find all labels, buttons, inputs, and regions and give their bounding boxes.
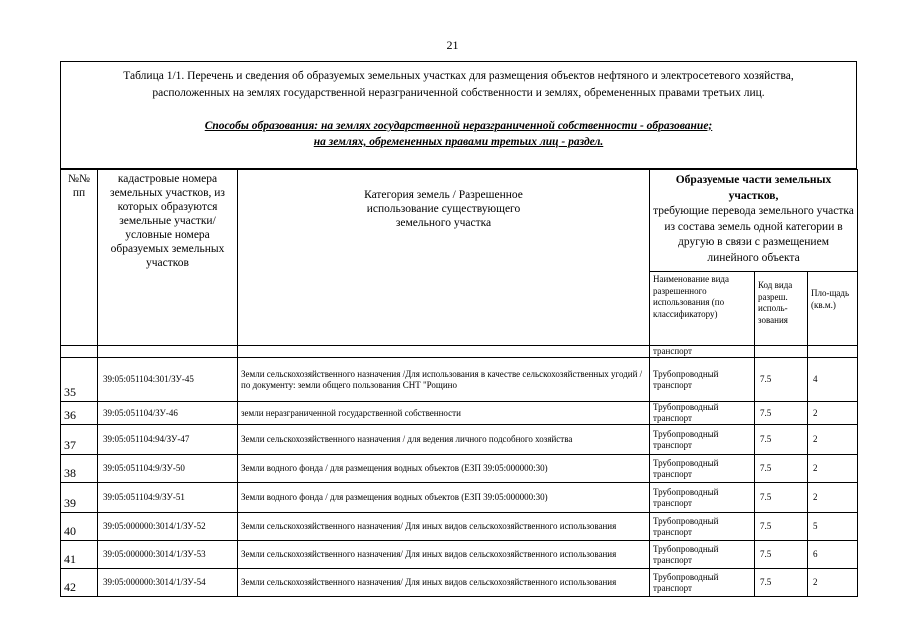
table-title-line-1: Таблица 1/1. Перечень и сведения об образуемых земельных участках для размещения объектов нефтяного и электросетевого хозяйства, [123, 70, 794, 82]
row-area: 2 [808, 455, 858, 483]
col-header-usage-code: Код вида разреш. исполь-зования [755, 272, 808, 346]
table-row [61, 402, 858, 425]
table-row [61, 483, 858, 513]
row-land-category: Земли водного фонда / для размещения водных объектов (ЕЗП 39:05:000000:30) [238, 483, 650, 513]
row-cadastral-number: 39:05:000000:3014/1/ЗУ-53 [98, 541, 238, 569]
col-header-parts [650, 170, 858, 272]
table-header-box [60, 61, 857, 169]
row-usage-name: Трубопроводный транспорт [650, 483, 755, 513]
formation-methods-line-2: на землях, обремененных правами третьих лиц - раздел. [313, 136, 604, 148]
row-usage-name: Трубопроводный транспорт [650, 402, 755, 425]
continuation-category [238, 346, 650, 358]
row-number: 35 [61, 358, 98, 402]
row-land-category: Земли сельскохозяйственного назначения / для ведения личного подсобного хозяйства [238, 425, 650, 455]
header-row-1 [61, 170, 858, 272]
row-cadastral-number: 39:05:051104:9/ЗУ-51 [98, 483, 238, 513]
col-header-cadastral: кадастровые номера земельных участков, из которых образуются земельные участки/ условные номера образуемых земельных участков [98, 170, 238, 346]
row-usage-name: Трубопроводный транспорт [650, 541, 755, 569]
land-plots-table [60, 169, 858, 597]
row-usage-name: Трубопроводный транспорт [650, 455, 755, 483]
row-usage-code: 7.5 [755, 358, 808, 402]
col-header-category-text: Категория земель / Разрешенное использование существующего земельного участка [364, 189, 523, 229]
row-usage-code: 7.5 [755, 541, 808, 569]
row-usage-code: 7.5 [755, 425, 808, 455]
continuation-num [61, 346, 98, 358]
row-area: 2 [808, 483, 858, 513]
row-cadastral-number: 39:05:051104:94/ЗУ-47 [98, 425, 238, 455]
row-cadastral-number: 39:05:051104:9/ЗУ-50 [98, 455, 238, 483]
row-usage-code: 7.5 [755, 513, 808, 541]
row-area: 2 [808, 569, 858, 597]
formation-methods-line-1: Способы образования: на землях государственной неразграниченной собственности - образование; [204, 120, 713, 132]
col-header-area: Пло-щадь (кв.м.) [808, 272, 858, 346]
page-number: 21 [446, 38, 459, 52]
row-area: 5 [808, 513, 858, 541]
row-land-category: земли неразграниченной государственной собственности [238, 402, 650, 425]
col-header-parts-bold: Образуемые части земельных участков, [675, 174, 832, 202]
row-usage-name: Трубопроводный транспорт [650, 569, 755, 597]
row-land-category: Земли сельскохозяйственного назначения/ Для иных видов сельскохозяйственного использования [238, 541, 650, 569]
row-land-category: Земли сельскохозяйственного назначения/ Для иных видов сельскохозяйственного использования [238, 513, 650, 541]
row-usage-code: 7.5 [755, 569, 808, 597]
row-number: 41 [61, 541, 98, 569]
continuation-cadastral [98, 346, 238, 358]
row-usage-code: 7.5 [755, 455, 808, 483]
table-row [61, 455, 858, 483]
row-usage-code: 7.5 [755, 402, 808, 425]
row-number: 36 [61, 402, 98, 425]
row-number: 40 [61, 513, 98, 541]
table-row [61, 358, 858, 402]
row-cadastral-number: 39:05:000000:3014/1/ЗУ-52 [98, 513, 238, 541]
row-number: 38 [61, 455, 98, 483]
row-cadastral-number: 39:05:000000:3014/1/ЗУ-54 [98, 569, 238, 597]
col-header-num: №№ пп [61, 170, 98, 346]
row-land-category: Земли сельскохозяйственного назначения/ Для иных видов сельскохозяйственного использования [238, 569, 650, 597]
table-row [61, 569, 858, 597]
continuation-area [808, 346, 858, 358]
col-header-usage-name: Наименование вида разрешенного использования (по классификатору) [650, 272, 755, 346]
row-usage-name: Трубопроводный транспорт [650, 513, 755, 541]
row-area: 4 [808, 358, 858, 402]
row-land-category: Земли водного фонда / для размещения водных объектов (ЕЗП 39:05:000000:30) [238, 455, 650, 483]
row-number: 39 [61, 483, 98, 513]
row-number: 42 [61, 569, 98, 597]
row-cadastral-number: 39:05:051104/ЗУ-46 [98, 402, 238, 425]
row-usage-name: Трубопроводный транспорт [650, 425, 755, 455]
col-header-category [238, 170, 650, 346]
row-cadastral-number: 39:05:051104:301/ЗУ-45 [98, 358, 238, 402]
row-area: 2 [808, 402, 858, 425]
continuation-row [61, 346, 858, 358]
col-header-parts-rest: требующие перевода земельного участка из состава земель одной категории в другую в связи с размещением линейного объекта [653, 205, 854, 264]
row-area: 6 [808, 541, 858, 569]
table-row [61, 425, 858, 455]
continuation-code [755, 346, 808, 358]
continuation-usage-name: транспорт [650, 346, 755, 358]
table-title-line-2: расположенных на землях государственной неразграниченной собственности и землях, обремененных правами третьих лиц. [152, 87, 765, 99]
row-area: 2 [808, 425, 858, 455]
formation-methods [61, 118, 856, 150]
row-usage-name: Трубопроводный транспорт [650, 358, 755, 402]
row-number: 37 [61, 425, 98, 455]
row-land-category: Земли сельскохозяйственного назначения /Для использования в качестве сельскохозяйственных угодий /по документу: земли общего пользования СНТ "Рощино [238, 358, 650, 402]
table-row [61, 541, 858, 569]
table-row [61, 513, 858, 541]
row-usage-code: 7.5 [755, 483, 808, 513]
table-title [61, 62, 856, 102]
